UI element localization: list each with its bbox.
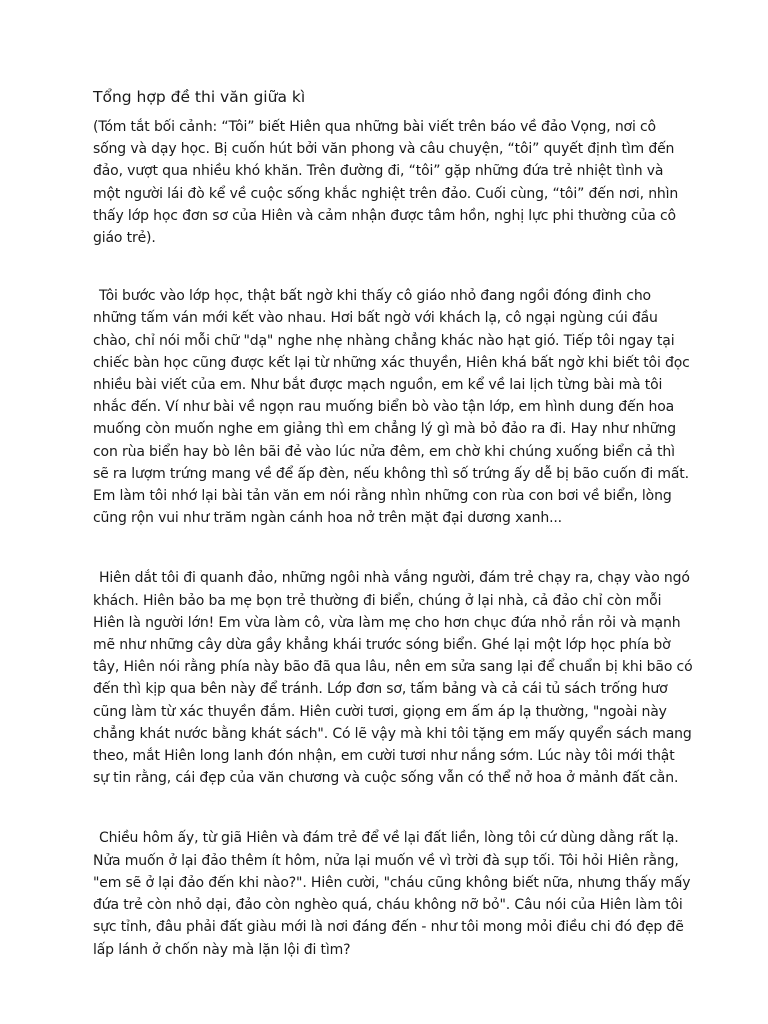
body-paragraph-1: Tôi bước vào lớp học, thật bất ngờ khi thấy cô giáo nhỏ đang ngồi đóng đinh cho những tấm ván mới kết vào nhau. Hơi bất ngờ với khách lạ, cô ngại ngùng cúi đầu chào, chỉ nói mỗi chữ "dạ" nghe nhẹ nhàng chẳng khác nào hạt gió. Tiếp tôi ngay tại chiếc bàn học cũng được kết lại từ những xác thuyền, Hiên khá bất ngờ khi biết tôi đọc nhiều bài viết của em. Như bắt được mạch nguồn, em kể về lai lịch từng bài mà tôi nhắc đến. Ví như bài về ngọn rau muống biển bò vào tận lớp, em hình dung đến hoa muống còn muốn nghe em giảng thì em chẳng lý gì mà bỏ đảo ra đi. Hay như những con rùa biển hay bò lên bãi đẻ vào lúc nửa đêm, em chờ khi chúng xuống biển cả thì sẽ ra lượm trứng mang về để ấp đèn, nếu không thì số trứng ấy dễ bị bão cuốn đi mất. Em làm tôi nhớ lại bài tản văn em nói rằng nhìn những con rùa con bơi về biển, lòng cũng rộn vui như trăm ngàn cánh hoa nở trên mặt đại dương xanh... [93, 288, 690, 527]
document-title: Tổng hợp đề thi văn giữa kì [93, 88, 306, 106]
body-paragraph-2: Hiên dắt tôi đi quanh đảo, những ngôi nhà vắng người, đám trẻ chạy ra, chạy vào ngó khách. Hiên bảo ba mẹ bọn trẻ thường đi biển, chúng ở lại nhà, cả đảo chỉ còn mỗi Hiên là người lớn! Em vừa làm cô, vừa làm mẹ cho hơn chục đứa nhỏ rắn rỏi và mạnh mẽ như những cây dừa gầy khẳng khái trước sóng biển. Ghé lại một lớp học phía bờ tây, Hiên nói rằng phía này bão đã qua lâu, nên em sửa sang lại để chuẩn bị khi bão có đến thì kịp qua bên này để tránh. Lớp đơn sơ, tấm bảng và cả cái tủ sách trống hươ cũng làm từ xác thuyền đắm. Hiên cười tươi, giọng em ấm áp lạ thường, "ngoài này chẳng khát nước bằng khát sách". Có lẽ vậy mà khi tôi tặng em mấy quyển sách mang theo, mắt Hiên long lanh đón nhận, em cười tươi như nắng sớm. Lúc này tôi mới thật sự tin rằng, cái đẹp của văn chương và cuộc sống vẫn có thể nở hoa ở mảnh đất cằn. [93, 570, 693, 787]
body-paragraph-3: Chiều hôm ấy, từ giã Hiên và đám trẻ để về lại đất liền, lòng tôi cứ dùng dằng rất lạ. Nửa muốn ở lại đảo thêm ít hôm, nửa lại muốn về vì trời đà sụp tối. Tôi hỏi Hiên rằng, "em sẽ ở lại đảo đến khi nào?". Hiên cười, "cháu cũng không biết nữa, nhưng thấy mấy đứa trẻ còn nhỏ dại, đảo còn nghèo quá, cháu không nỡ bỏ". Câu nói của Hiên làm tôi sực tỉnh, đâu phải đất giàu mới là nơi đáng đến - như tôi mong mỏi điều chi đó đẹp đẽ lấp lánh ở chốn này mà lặn lội đi tìm? [93, 830, 691, 958]
summary-paragraph: (Tóm tắt bối cảnh: “Tôi” biết Hiên qua những bài viết trên báo về đảo Vọng, nơi cô sống và dạy học. Bị cuốn hút bởi văn phong và câu chuyện, “tôi” quyết định tìm đến đảo, vượt qua nhiều khó khăn. Trên đường đi, “tôi” gặp những đứa trẻ nhiệt tình và một người lái đò kể về cuộc sống khắc nghiệt trên đảo. Cuối cùng, “tôi” đến nơi, nhìn thấy lớp học đơn sơ của Hiên và cảm nhận được tâm hồn, nghị lực phi thường của cô giáo trẻ). [93, 119, 679, 247]
document-page [93, 86, 693, 961]
